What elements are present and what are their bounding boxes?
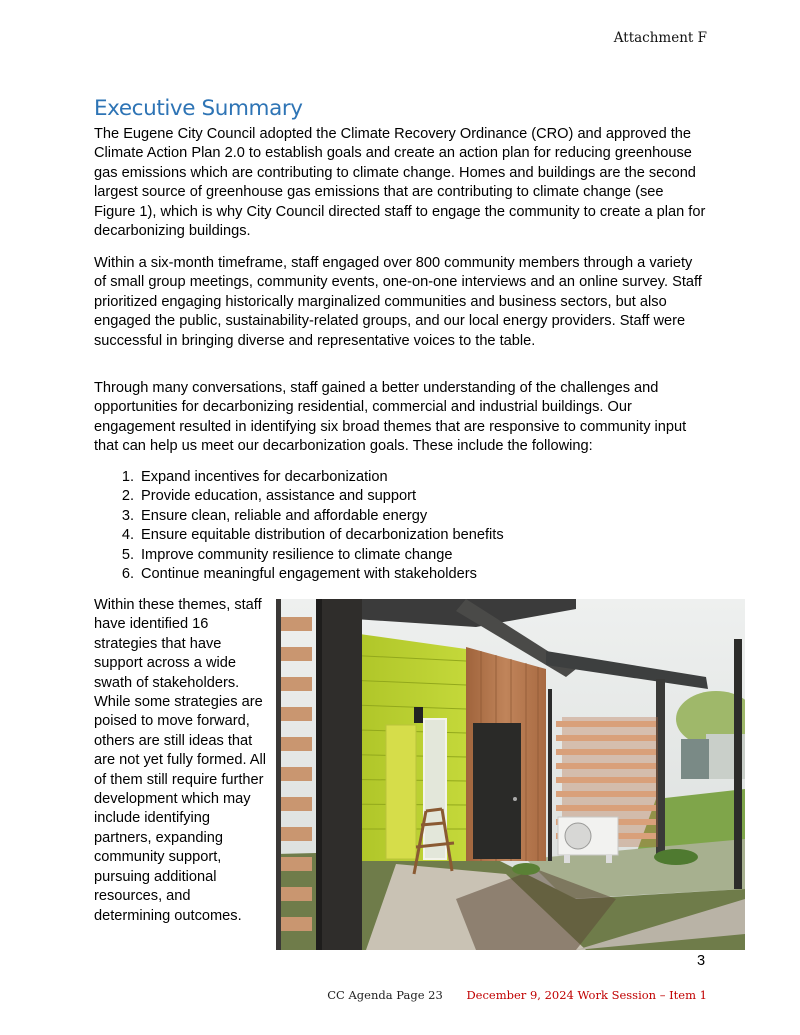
attachment-label: Attachment F [613, 30, 707, 46]
list-text: Provide education, assistance and support [141, 488, 417, 505]
footer-session: December 9, 2024 Work Session – Item 1 [466, 988, 707, 1002]
paragraph-themes-intro: Through many conversations, staff gained a better understanding of the challenges and opportunities for decarbonizing residential, commercial and industrial buildings. Our engagement resulted in identifying six broad themes that are responsive to community input that can help us meet our decarbonization goals. These include the following: [94, 380, 687, 455]
list-item [94, 526, 504, 545]
list-number: 3. [121, 507, 134, 524]
list-number: 2. [121, 488, 134, 505]
list-text: Ensure clean, reliable and affordable energy [141, 507, 428, 524]
list-item [94, 507, 504, 526]
list-number: 5. [121, 546, 134, 563]
paragraph-strategies: Within these themes, staff have identified 16 strategies that have support across a wide swath of stakeholders. While some strategies are poised to move forward, others are still ideas that are not yet fully formed. All of them still require further development which may include identifying partners, expanding community support, pursuing additional resources, and determining outcomes. [94, 597, 266, 924]
list-text: Ensure equitable distribution of decarbonization benefits [141, 527, 504, 544]
page-footer [327, 988, 707, 1002]
section-heading: Executive Summary [94, 96, 303, 121]
list-number: 6. [121, 565, 134, 582]
paragraph-intro: The Eugene City Council adopted the Climate Recovery Ordinance (CRO) and approved the Climate Action Plan 2.0 to establish goals and create an action plan for reducing greenhouse gas emissions which are contributing to climate change. Homes and buildings are the second largest source of greenhouse gas emissions that are contributing to climate change (see Figure 1), which is why City Council directed staff to engage the community to create a plan for decarbonizing buildings. [94, 126, 706, 240]
house-photo [276, 599, 745, 950]
list-number: 1. [121, 469, 134, 485]
footer-agenda-page: CC Agenda Page 23 [327, 988, 443, 1002]
list-number: 4. [121, 527, 134, 544]
list-item [94, 565, 504, 584]
paragraph-engagement: Within a six-month timeframe, staff engaged over 800 community members through a variety of small group meetings, community events, one-on-one interviews and an online survey. Staff prioritized engaging historically marginalized communities and business sectors, but also engaged the public, sustainability-related groups, and our local energy providers. Staff were successful in bringing diverse and representative voices to the table. [94, 255, 702, 349]
list-item [94, 546, 504, 565]
page-number: 3 [697, 953, 706, 969]
list-item [94, 468, 504, 487]
list-text: Expand incentives for decarbonization [141, 469, 388, 485]
list-item [94, 487, 504, 506]
themes-list [94, 468, 504, 584]
list-text: Continue meaningful engagement with stakeholders [141, 565, 477, 582]
list-text: Improve community resilience to climate change [141, 546, 453, 563]
